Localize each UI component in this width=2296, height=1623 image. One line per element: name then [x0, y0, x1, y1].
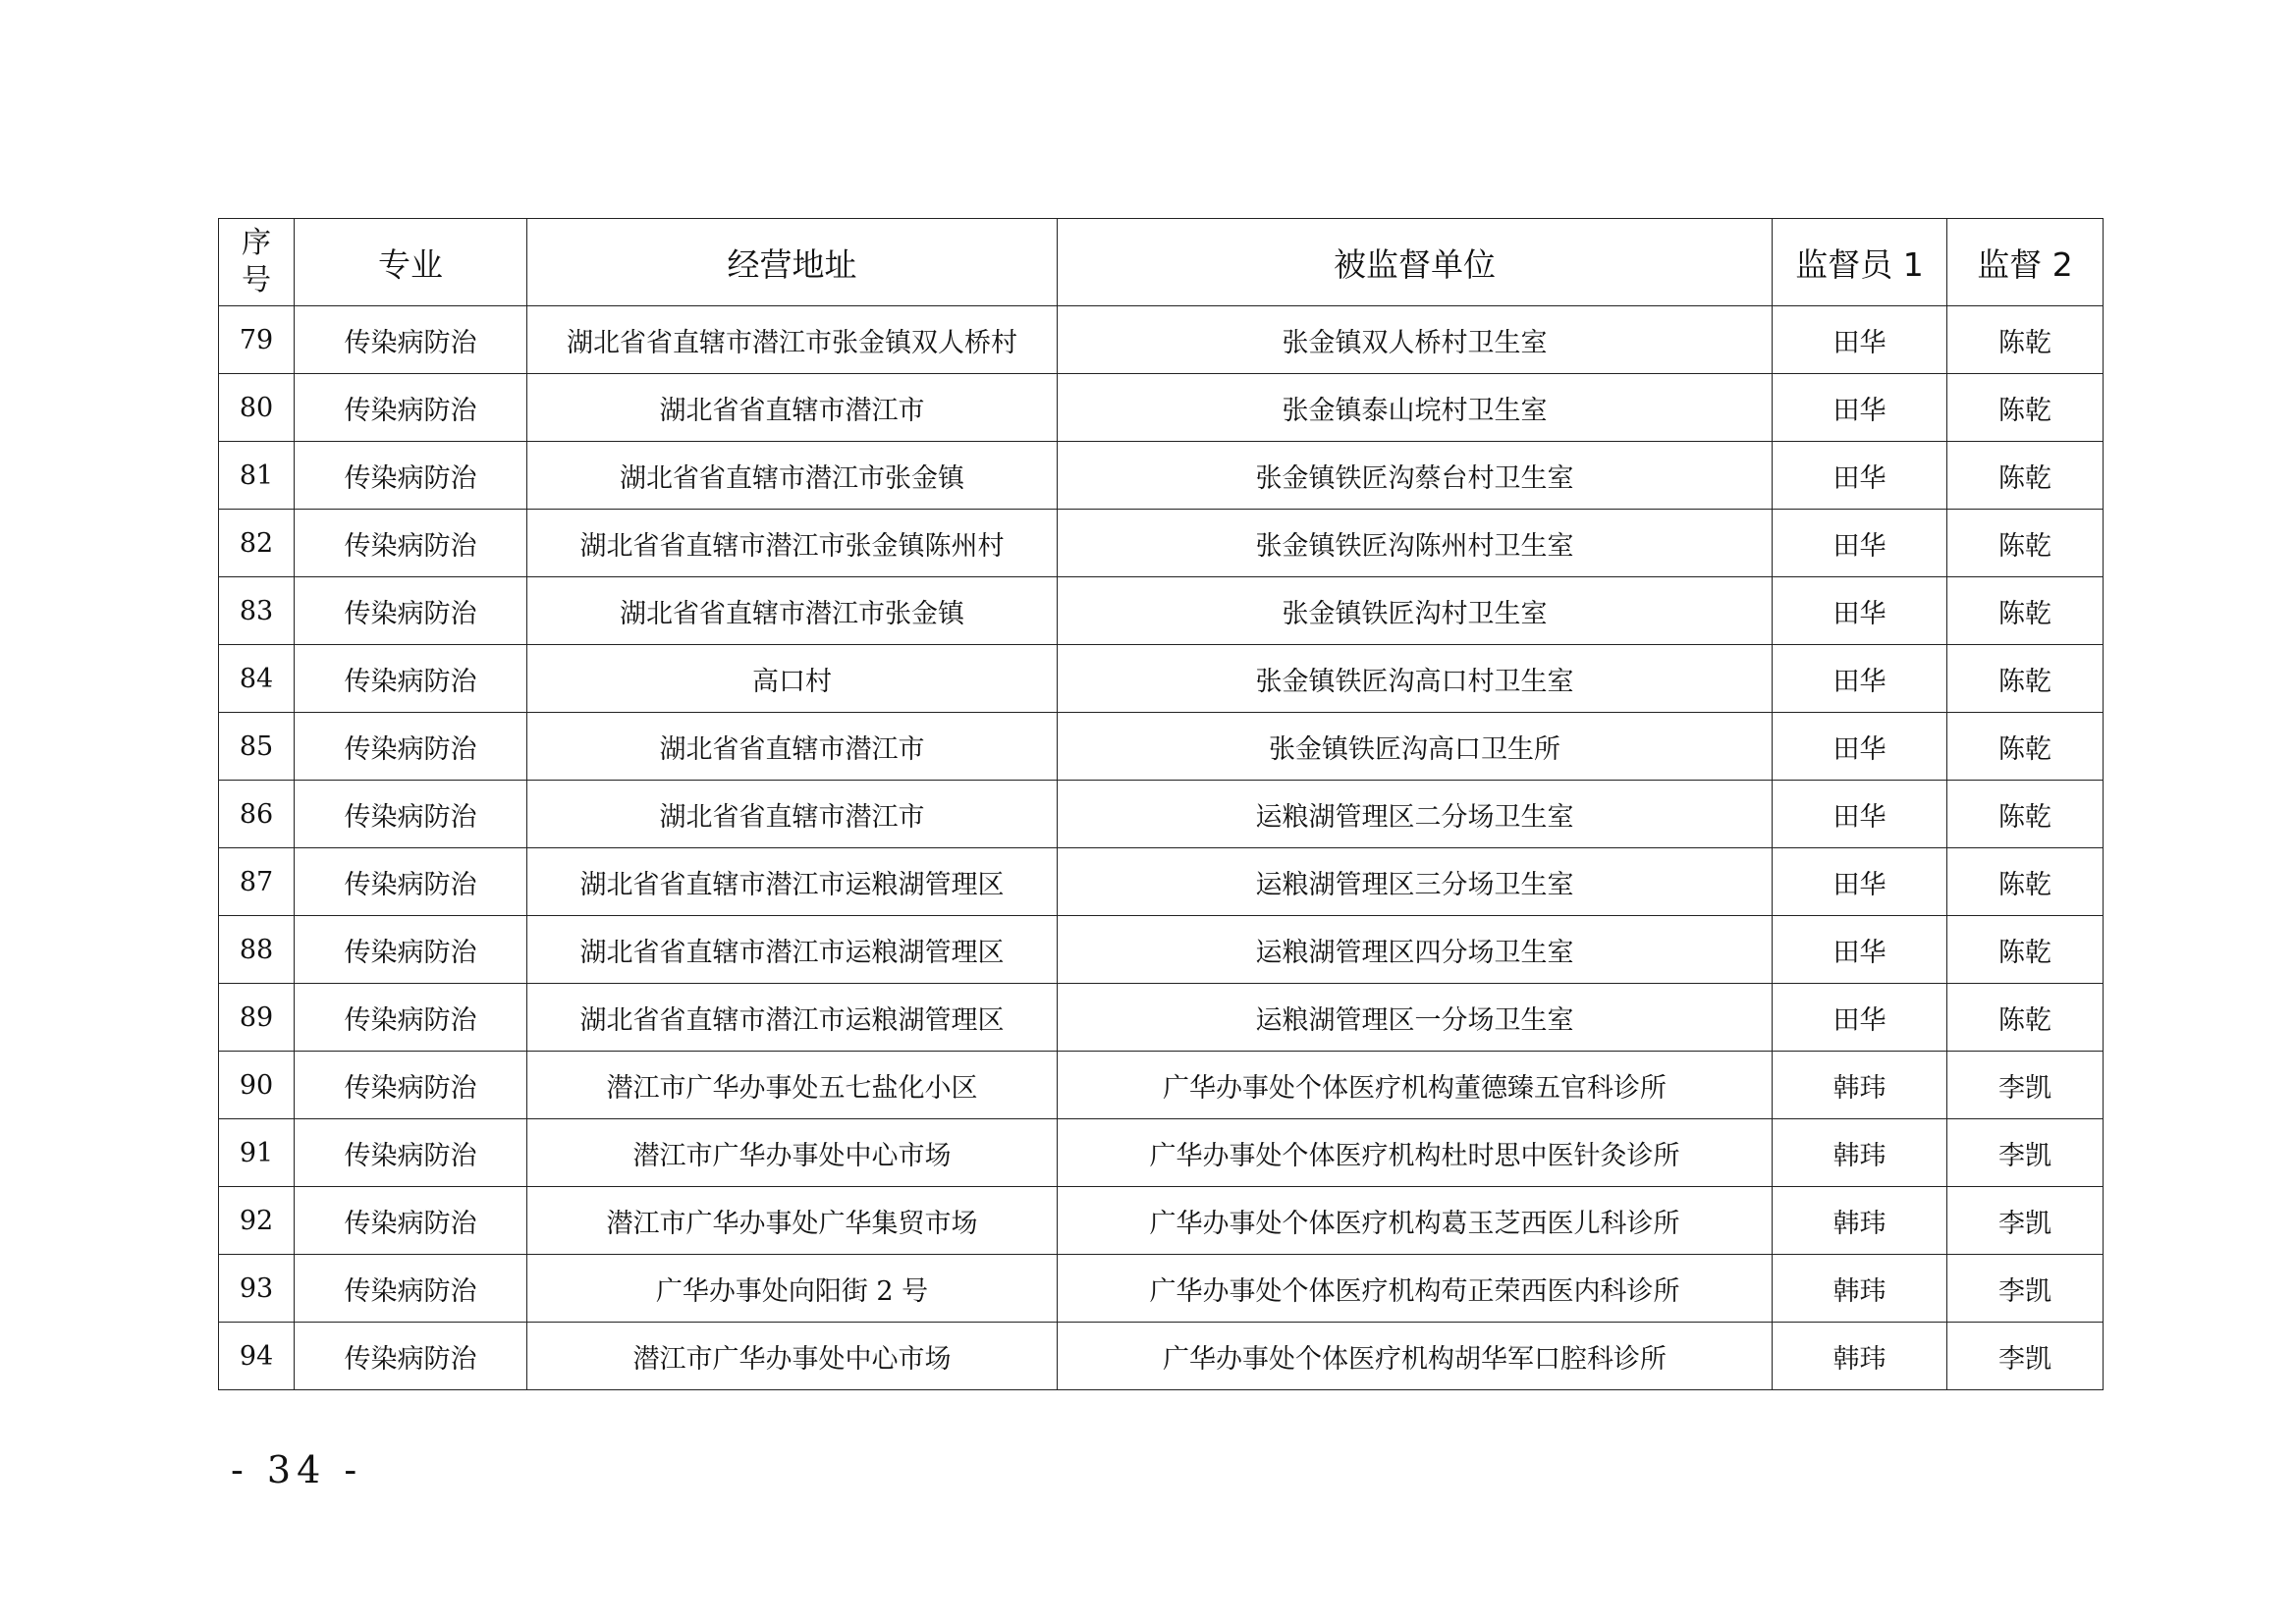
cell-address: 高口村: [527, 645, 1058, 713]
header-supervisor2: 监督 2: [1947, 219, 2104, 306]
cell-supervisor1: 田华: [1773, 577, 1947, 645]
cell-specialty: 传染病防治: [295, 1323, 527, 1390]
cell-specialty: 传染病防治: [295, 1187, 527, 1255]
cell-specialty: 传染病防治: [295, 1255, 527, 1323]
cell-seq: 87: [219, 848, 295, 916]
cell-supervisor1: 韩玮: [1773, 1119, 1947, 1187]
cell-seq: 91: [219, 1119, 295, 1187]
cell-specialty: 传染病防治: [295, 781, 527, 848]
cell-address: 湖北省省直辖市潜江市: [527, 781, 1058, 848]
cell-specialty: 传染病防治: [295, 442, 527, 510]
cell-address: 湖北省省直辖市潜江市运粮湖管理区: [527, 848, 1058, 916]
header-unit: 被监督单位: [1058, 219, 1773, 306]
cell-unit: 广华办事处个体医疗机构葛玉芝西医儿科诊所: [1058, 1187, 1773, 1255]
cell-supervisor1: 田华: [1773, 848, 1947, 916]
cell-seq: 79: [219, 306, 295, 374]
cell-seq: 85: [219, 713, 295, 781]
table-row: [219, 374, 2104, 442]
cell-unit: 张金镇双人桥村卫生室: [1058, 306, 1773, 374]
cell-unit: 张金镇铁匠沟村卫生室: [1058, 577, 1773, 645]
cell-unit: 广华办事处个体医疗机构董德臻五官科诊所: [1058, 1052, 1773, 1119]
cell-supervisor1: 田华: [1773, 306, 1947, 374]
table-row: [219, 1255, 2104, 1323]
cell-seq: 84: [219, 645, 295, 713]
cell-seq: 80: [219, 374, 295, 442]
header-specialty: 专业: [295, 219, 527, 306]
cell-specialty: 传染病防治: [295, 984, 527, 1052]
cell-supervisor2: 李凯: [1947, 1255, 2104, 1323]
table-row: [219, 1052, 2104, 1119]
cell-address: 潜江市广华办事处中心市场: [527, 1119, 1058, 1187]
table-row: [219, 1187, 2104, 1255]
cell-unit: 广华办事处个体医疗机构胡华军口腔科诊所: [1058, 1323, 1773, 1390]
cell-address: 湖北省省直辖市潜江市: [527, 374, 1058, 442]
table-row: [219, 1119, 2104, 1187]
cell-supervisor1: 田华: [1773, 713, 1947, 781]
cell-specialty: 传染病防治: [295, 1119, 527, 1187]
cell-seq: 86: [219, 781, 295, 848]
table-row: [219, 442, 2104, 510]
table-body: [219, 306, 2104, 1390]
cell-unit: 广华办事处个体医疗机构苟正荣西医内科诊所: [1058, 1255, 1773, 1323]
cell-supervisor1: 韩玮: [1773, 1187, 1947, 1255]
header-seq-line1: 序: [242, 226, 271, 260]
cell-supervisor2: 李凯: [1947, 1323, 2104, 1390]
cell-supervisor2: 陈乾: [1947, 577, 2104, 645]
cell-unit: 运粮湖管理区三分场卫生室: [1058, 848, 1773, 916]
cell-unit: 运粮湖管理区四分场卫生室: [1058, 916, 1773, 984]
header-seq-line2: 号: [242, 263, 271, 298]
cell-unit: 张金镇铁匠沟高口村卫生室: [1058, 645, 1773, 713]
cell-address: 湖北省省直辖市潜江市张金镇: [527, 442, 1058, 510]
cell-specialty: 传染病防治: [295, 306, 527, 374]
cell-supervisor2: 李凯: [1947, 1119, 2104, 1187]
table-row: [219, 916, 2104, 984]
cell-address: 潜江市广华办事处中心市场: [527, 1323, 1058, 1390]
table-row: [219, 713, 2104, 781]
cell-supervisor2: 陈乾: [1947, 306, 2104, 374]
cell-address: 潜江市广华办事处广华集贸市场: [527, 1187, 1058, 1255]
supervision-table: [218, 218, 2104, 1390]
cell-specialty: 传染病防治: [295, 577, 527, 645]
table-row: [219, 848, 2104, 916]
cell-seq: 89: [219, 984, 295, 1052]
cell-supervisor1: 田华: [1773, 442, 1947, 510]
cell-supervisor1: 韩玮: [1773, 1052, 1947, 1119]
cell-supervisor2: 陈乾: [1947, 510, 2104, 577]
cell-supervisor1: 田华: [1773, 645, 1947, 713]
cell-supervisor2: 陈乾: [1947, 713, 2104, 781]
cell-supervisor2: 陈乾: [1947, 442, 2104, 510]
cell-address: 潜江市广华办事处五七盐化小区: [527, 1052, 1058, 1119]
table-row: [219, 781, 2104, 848]
cell-specialty: 传染病防治: [295, 374, 527, 442]
cell-seq: 94: [219, 1323, 295, 1390]
cell-supervisor2: 陈乾: [1947, 781, 2104, 848]
cell-supervisor1: 田华: [1773, 374, 1947, 442]
cell-supervisor2: 李凯: [1947, 1052, 2104, 1119]
cell-seq: 93: [219, 1255, 295, 1323]
cell-supervisor1: 韩玮: [1773, 1255, 1947, 1323]
cell-supervisor2: 陈乾: [1947, 645, 2104, 713]
table-row: [219, 645, 2104, 713]
cell-specialty: 传染病防治: [295, 645, 527, 713]
cell-supervisor1: 田华: [1773, 916, 1947, 984]
cell-address: 湖北省省直辖市潜江市张金镇陈州村: [527, 510, 1058, 577]
cell-address: 湖北省省直辖市潜江市张金镇双人桥村: [527, 306, 1058, 374]
table-row: [219, 1323, 2104, 1390]
header-address: 经营地址: [527, 219, 1058, 306]
table-row: [219, 510, 2104, 577]
cell-supervisor1: 韩玮: [1773, 1323, 1947, 1390]
cell-supervisor1: 田华: [1773, 510, 1947, 577]
table-row: [219, 306, 2104, 374]
cell-supervisor2: 陈乾: [1947, 984, 2104, 1052]
cell-unit: 运粮湖管理区二分场卫生室: [1058, 781, 1773, 848]
table-row: [219, 577, 2104, 645]
table-header-row: [219, 219, 2104, 306]
cell-supervisor2: 李凯: [1947, 1187, 2104, 1255]
cell-unit: 广华办事处个体医疗机构杜时思中医针灸诊所: [1058, 1119, 1773, 1187]
cell-seq: 90: [219, 1052, 295, 1119]
cell-specialty: 传染病防治: [295, 510, 527, 577]
cell-address: 广华办事处向阳街 2 号: [527, 1255, 1058, 1323]
cell-supervisor2: 陈乾: [1947, 916, 2104, 984]
cell-seq: 92: [219, 1187, 295, 1255]
cell-unit: 张金镇铁匠沟高口卫生所: [1058, 713, 1773, 781]
table-row: [219, 984, 2104, 1052]
cell-address: 湖北省省直辖市潜江市: [527, 713, 1058, 781]
cell-address: 湖北省省直辖市潜江市运粮湖管理区: [527, 916, 1058, 984]
cell-seq: 88: [219, 916, 295, 984]
cell-specialty: 传染病防治: [295, 713, 527, 781]
page-number: - 34 -: [231, 1448, 363, 1491]
cell-unit: 张金镇泰山垸村卫生室: [1058, 374, 1773, 442]
cell-address: 湖北省省直辖市潜江市运粮湖管理区: [527, 984, 1058, 1052]
cell-seq: 83: [219, 577, 295, 645]
cell-supervisor1: 田华: [1773, 984, 1947, 1052]
cell-unit: 运粮湖管理区一分场卫生室: [1058, 984, 1773, 1052]
cell-seq: 82: [219, 510, 295, 577]
cell-unit: 张金镇铁匠沟陈州村卫生室: [1058, 510, 1773, 577]
cell-specialty: 传染病防治: [295, 916, 527, 984]
cell-specialty: 传染病防治: [295, 1052, 527, 1119]
cell-seq: 81: [219, 442, 295, 510]
cell-unit: 张金镇铁匠沟蔡台村卫生室: [1058, 442, 1773, 510]
cell-supervisor1: 田华: [1773, 781, 1947, 848]
header-supervisor1: 监督员 1: [1773, 219, 1947, 306]
cell-supervisor2: 陈乾: [1947, 848, 2104, 916]
cell-address: 湖北省省直辖市潜江市张金镇: [527, 577, 1058, 645]
cell-specialty: 传染病防治: [295, 848, 527, 916]
header-seq: [219, 219, 295, 306]
cell-supervisor2: 陈乾: [1947, 374, 2104, 442]
